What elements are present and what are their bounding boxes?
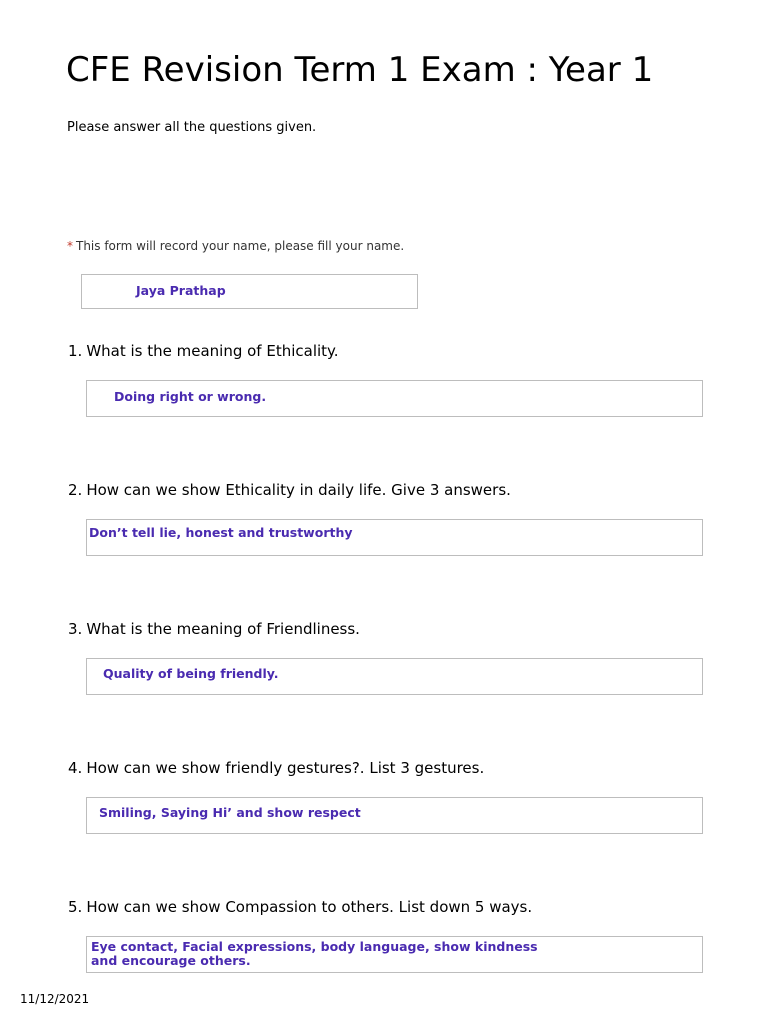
form-subtitle: Please answer all the questions given. [67, 120, 317, 135]
question-text: What is the meaning of Friendliness. [86, 620, 360, 638]
form-title: CFE Revision Term 1 Exam : Year 1 [66, 50, 654, 90]
answer-text-3: Quality of being friendly. [103, 666, 279, 681]
name-value: Jaya Prathap [136, 283, 226, 298]
question-2 [68, 481, 511, 499]
answer-text-4: Smiling, Saying Hi’ and show respect [99, 805, 361, 820]
question-1 [68, 342, 339, 360]
name-notice [67, 239, 404, 253]
question-5 [68, 898, 532, 916]
required-marker: * [67, 239, 73, 253]
answer-text-2: Don’t tell lie, honest and trustworthy [89, 525, 353, 540]
answer-text-1: Doing right or wrong. [114, 389, 267, 404]
question-text: How can we show Compassion to others. List down 5 ways. [86, 898, 533, 916]
question-number: 4. [68, 759, 83, 777]
answer-text-5-line-1: Eye contact, Facial expressions, body language, show kindness [91, 939, 538, 954]
name-field[interactable] [81, 274, 418, 309]
question-4 [68, 759, 484, 777]
question-number: 1. [68, 342, 83, 360]
question-3 [68, 620, 360, 638]
question-number: 3. [68, 620, 83, 638]
answer-text-5-line-2: and encourage others. [91, 953, 251, 968]
footer-date: 11/12/2021 [20, 992, 90, 1006]
question-number: 2. [68, 481, 83, 499]
question-text: How can we show Ethicality in daily life. Give 3 answers. [86, 481, 511, 499]
question-text: What is the meaning of Ethicality. [86, 342, 339, 360]
question-number: 5. [68, 898, 83, 916]
name-notice-text: This form will record your name, please fill your name. [76, 239, 405, 253]
question-text: How can we show friendly gestures?. List 3 gestures. [86, 759, 485, 777]
